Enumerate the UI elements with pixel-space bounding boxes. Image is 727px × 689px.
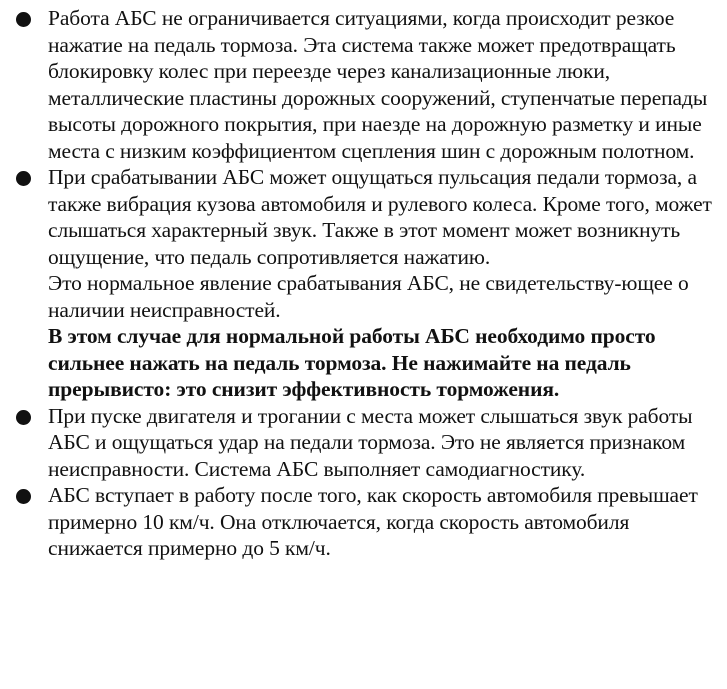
- bullet-icon: [16, 410, 31, 425]
- bullet-icon: [16, 489, 31, 504]
- list-item-abs-pulsation: [14, 164, 713, 403]
- paragraph: При пуске двигателя и трогании с места может слышаться звук работы АБС и ощущаться удар на педали тормоза. Это не является признаком неисправности. Система АБС выполняет самодиагностику.: [48, 403, 693, 481]
- bullet-icon: [16, 12, 31, 27]
- list-item-abs-speed-threshold: [14, 482, 713, 562]
- list-item-abs-scope: [14, 5, 713, 164]
- bold-warning-paragraph: В этом случае для нормальной работы АБС необходимо просто сильнее нажать на педаль тормоза. Не нажимайте на педаль прерывисто: это снизит эффективность торможения.: [48, 324, 656, 401]
- list-item-abs-self-diagnostic: [14, 403, 713, 483]
- paragraph: Работа АБС не ограничивается ситуациями, когда происходит резкое нажатие на педаль тормоза. Эта система также может предотвращать блокировку колес при переезде через канализационные люки, металлические пластины дорожных сооружений, ступенчатые перепады высоты дорожного покрытия, при наезде на дорожную разметку и иные места с низким коэффициентом сцепления шин с дорожным полотном.: [48, 6, 708, 163]
- paragraph: При срабатывании АБС может ощущаться пульсация педали тормоза, а также вибрация кузова автомобиля и рулевого колеса. Кроме того, может слышаться характерный звук. Также в этот момент может возникнуть ощущение, что педаль сопротивляется нажатию.: [48, 165, 712, 269]
- paragraph: Это нормальное явление срабатывания АБС, не свидетельству-ющее о наличии неисправностей.: [48, 271, 689, 322]
- bullet-icon: [16, 171, 31, 186]
- paragraph: АБС вступает в работу после того, как скорость автомобиля превышает примерно 10 км/ч. Она отключается, когда скорость автомобиля снижается примерно до 5 км/ч.: [48, 483, 698, 560]
